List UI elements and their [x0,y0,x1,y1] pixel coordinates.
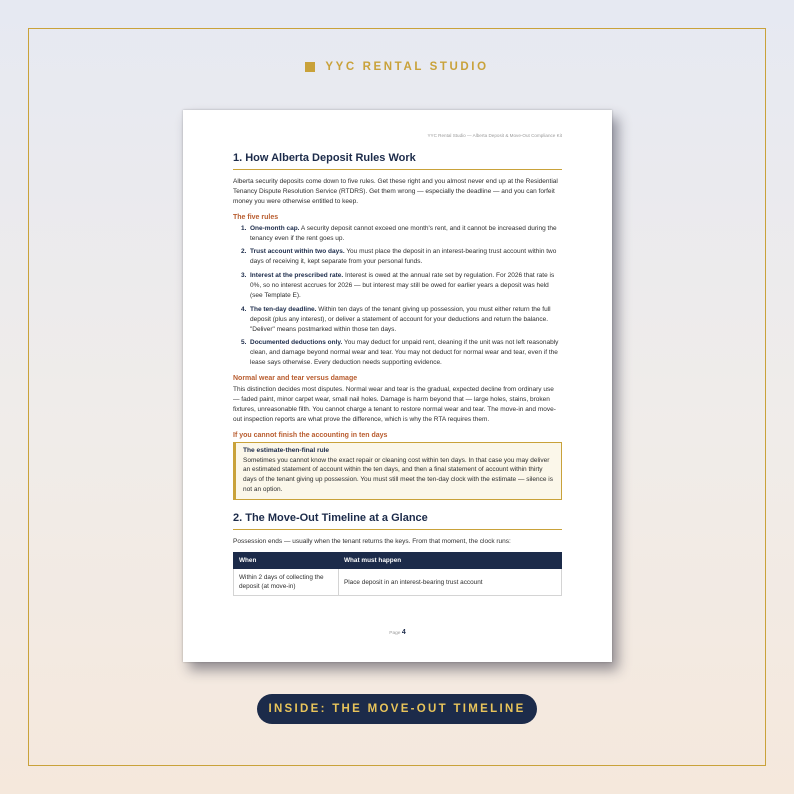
callout-text: Sometimes you cannot know the exact repair or cleaning cost within ten days. In that case you may deliver an estimated statement of account within the ten days, and then a final statement of account within thirty days of the tenant giving up possession. You must still meet the ten-day clock with the estimate — silence is not an option. [243,456,553,494]
rule-title: Trust account within two days. [250,248,345,256]
rule-text: Interest is owed at the annual rate set by regulation. For 2026 that rate is 0%, so no interest accrues for 2026 — but interest may still be owed for earlier years a deposit was held (see Template E). [250,272,555,299]
rule-number: 3. [241,272,247,280]
wear-text: This distinction decides most disputes. Normal wear and tear is the gradual, expected decline from ordinary use — faded paint, minor carpet wear, small nail holes. Damage is harm beyond that — large holes, stains, broken fixtures, unreasonable filth. You cannot charge a tenant to restore normal wear and tear. The move-in and move-out inspection reports are what prove the difference, which is why the RTA requires them. [233,386,556,423]
rule-title: Interest at the prescribed rate. [250,272,344,280]
callout-title: The estimate-then-final rule [243,446,330,454]
table-header-what: What must happen [339,552,562,568]
list-item [233,247,562,267]
list-item [233,271,562,301]
section-2-intro: Possession ends — usually when the tenant returns the keys. From that moment, the clock runs: [233,538,511,545]
section-2-title: 2. The Move-Out Timeline at a Glance [233,512,562,530]
rule-title: The ten-day deadline. [250,305,317,313]
cannot-finish-heading: If you cannot finish the accounting in ten days [233,431,388,439]
table-header-row [234,552,562,568]
table-cell: Place deposit in an interest-bearing trust account [339,568,562,596]
rules-list [233,224,562,368]
rule-number: 4. [241,305,247,313]
document-page [183,110,612,662]
rule-text: A security deposit cannot exceed one month's rent, and it cannot be increased during the tenancy even if the rent goes up. [250,224,557,242]
list-item [233,305,562,335]
rule-title: Documented deductions only. [250,339,343,347]
section-1-intro: Alberta security deposits come down to five rules. Get these right and you almost never end up at the Residential Tenancy Dispute Resolution Service (RTDRS). Get them wrong — especially the deadline — and you can forfeit money you were otherwise entitled to keep. [233,178,558,205]
rules-heading: The five rules [233,213,279,221]
rule-number: 2. [241,248,247,256]
rule-text: Within ten days of the tenant giving up possession, you must either return the full deposit (plus any interest), or deliver a statement of account for your deductions and return the balance. "Deliver" means postmarked within those ten days. [250,305,551,333]
table-header-when: When [234,552,339,568]
rule-text: You must place the deposit in an interest-bearing trust account within two days of receiving it, kept separate from your personal funds. [250,248,557,266]
feature-banner: INSIDE: THE MOVE-OUT TIMELINE [257,694,537,724]
list-item [233,338,562,368]
page-number: 4 [401,629,406,636]
brand-square-icon [305,62,315,72]
page-label: Page [389,631,401,636]
rule-number: 1. [241,224,247,232]
brand-header [0,61,794,73]
table-cell: Within 2 days of collecting the deposit (at move-in) [234,568,339,596]
rule-text: You may deduct for unpaid rent, cleaning if the unit was not left reasonably clean, and damage beyond normal wear and tear. You may not deduct for normal wear and tear, even if the lease says otherwise. Every deduction needs supporting evidence. [250,339,559,367]
timeline-table [233,552,562,597]
running-header: YYC Rental Studio — Alberta Deposit & Move-Out Compliance Kit [427,133,562,138]
wear-heading: Normal wear and tear versus damage [233,375,358,382]
callout-box [233,442,562,501]
page-footer [183,629,612,636]
section-1-title: 1. How Alberta Deposit Rules Work [233,152,562,170]
brand-name: YYC RENTAL STUDIO [325,61,489,73]
section-2 [233,512,562,596]
rule-title: One-month cap. [250,224,300,232]
list-item [233,224,562,244]
section-content [233,152,562,596]
table-row [234,568,562,596]
rule-number: 5. [241,339,247,347]
